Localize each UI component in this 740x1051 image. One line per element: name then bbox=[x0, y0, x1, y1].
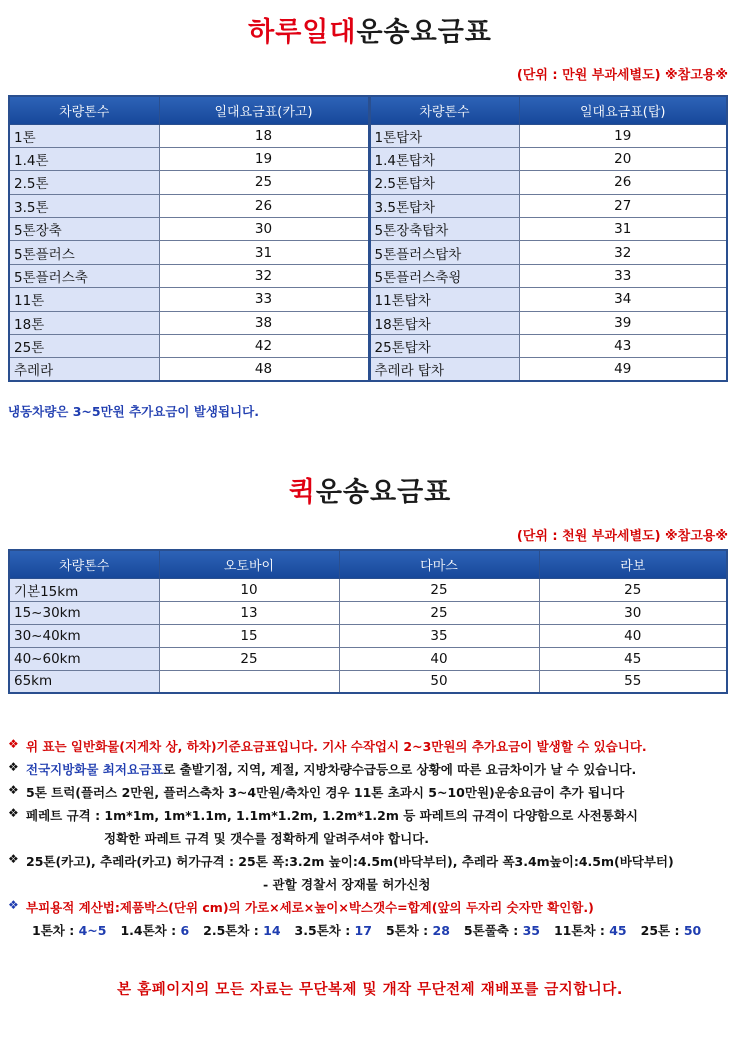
quick-rate-row bbox=[9, 578, 727, 601]
volume-reference-label: 25톤 : bbox=[640, 923, 684, 938]
tonnage-top-cell: 5톤플러스탑차 bbox=[369, 241, 519, 264]
rate-top-cell: 43 bbox=[519, 335, 727, 358]
daily-rate-row bbox=[9, 288, 727, 311]
daily-rate-title-black: 운송요금표 bbox=[356, 17, 492, 48]
distance-cell: 15~30km bbox=[9, 601, 159, 624]
note-text: 부피용적 계산법:제품박스(단위 cm)의 가로×세로×높이×박스갯수=합계(앞의 두자리 숫자만 확인함.) bbox=[26, 900, 594, 915]
labo-cell: 40 bbox=[539, 624, 727, 647]
damas-cell: 25 bbox=[339, 578, 539, 601]
tonnage-cargo-cell: 5톤플러스 bbox=[9, 241, 159, 264]
rate-cargo-cell: 19 bbox=[159, 147, 369, 170]
tonnage-top-cell: 추레라 탑차 bbox=[369, 358, 519, 381]
volume-reference-value: 14 bbox=[263, 923, 281, 938]
volume-reference-value: 35 bbox=[522, 923, 540, 938]
tonnage-cargo-cell: 18톤 bbox=[9, 311, 159, 334]
rate-cargo-cell: 25 bbox=[159, 171, 369, 194]
daily-rate-table bbox=[8, 95, 728, 382]
col-header-rate-cargo: 일대요금표(카고) bbox=[159, 96, 369, 124]
tonnage-top-cell: 2.5톤탑차 bbox=[369, 171, 519, 194]
daily-rate-title bbox=[0, 10, 740, 49]
quick-rate-row bbox=[9, 624, 727, 647]
quick-rate-title bbox=[0, 470, 740, 509]
volume-reference-item bbox=[120, 923, 189, 938]
rate-top-cell: 32 bbox=[519, 241, 727, 264]
daily-rate-header-row bbox=[9, 96, 727, 124]
note-continuation: 정확한 파레트 규격 및 갯수를 정확하게 알려주셔야 합니다. bbox=[104, 831, 430, 846]
damas-cell: 35 bbox=[339, 624, 539, 647]
tonnage-cargo-cell: 2.5톤 bbox=[9, 171, 159, 194]
quick-rate-title-black: 운송요금표 bbox=[315, 477, 452, 508]
tonnage-top-cell: 25톤탑차 bbox=[369, 335, 519, 358]
tonnage-cargo-cell: 1톤 bbox=[9, 124, 159, 147]
rate-top-cell: 26 bbox=[519, 171, 727, 194]
damas-cell: 25 bbox=[339, 601, 539, 624]
rate-top-cell: 19 bbox=[519, 124, 727, 147]
motorbike-cell bbox=[159, 670, 339, 693]
tonnage-cargo-cell: 3.5톤 bbox=[9, 194, 159, 217]
labo-cell: 55 bbox=[539, 670, 727, 693]
tonnage-top-cell: 1톤탑차 bbox=[369, 124, 519, 147]
rate-top-cell: 31 bbox=[519, 218, 727, 241]
tonnage-cargo-cell: 25톤 bbox=[9, 335, 159, 358]
rate-cargo-cell: 32 bbox=[159, 264, 369, 287]
quick-rate-table bbox=[8, 549, 728, 694]
volume-reference-item bbox=[32, 923, 106, 938]
rate-cargo-cell: 18 bbox=[159, 124, 369, 147]
quick-rate-title-red: 퀵 bbox=[288, 477, 316, 508]
note-text: 25톤(카고), 추레라(카고) 허가규격 : 25톤 폭:3.2m 높이:4.5m(바닥부터), 추레라 폭3.4m높이:4.5m(바닥부터) bbox=[26, 854, 674, 869]
col-header-motorbike: 오토바이 bbox=[159, 550, 339, 578]
motorbike-cell: 13 bbox=[159, 601, 339, 624]
daily-rate-row bbox=[9, 311, 727, 334]
volume-reference-value: 4~5 bbox=[78, 923, 107, 938]
daily-rate-row bbox=[9, 194, 727, 217]
col-header-tonnage-top: 차량톤수 bbox=[369, 96, 519, 124]
note-item bbox=[8, 806, 732, 829]
diamond-bullet-icon: ❖ bbox=[8, 806, 19, 820]
note-item bbox=[8, 852, 732, 875]
volume-reference-value: 17 bbox=[354, 923, 372, 938]
diamond-bullet-icon: ❖ bbox=[8, 737, 19, 751]
note-text: 페레트 규격 : 1m*1m, 1m*1.1m, 1.1m*1.2m, 1.2m*1.2m 등 파레트의 규격이 다양함으로 사전통화시 bbox=[26, 808, 638, 823]
copyright-notice: 본 홈페이지의 모든 자료는 무단복제 및 개작 무단전제 재배포를 금지합니다. bbox=[117, 982, 623, 998]
tonnage-top-cell: 18톤탑차 bbox=[369, 311, 519, 334]
damas-cell: 50 bbox=[339, 670, 539, 693]
volume-reference-value: 6 bbox=[180, 923, 190, 938]
rate-top-cell: 27 bbox=[519, 194, 727, 217]
col-header-damas: 다마스 bbox=[339, 550, 539, 578]
note-highlight: 전국지방화물 최저요금표 bbox=[26, 762, 164, 777]
tonnage-cargo-cell: 5톤플러스축 bbox=[9, 264, 159, 287]
col-header-tonnage-cargo: 차량톤수 bbox=[9, 96, 159, 124]
volume-reference-item bbox=[554, 923, 627, 938]
motorbike-cell: 10 bbox=[159, 578, 339, 601]
tonnage-top-cell: 11톤탑차 bbox=[369, 288, 519, 311]
col-header-rate-top: 일대요금표(탑) bbox=[519, 96, 727, 124]
daily-rate-row bbox=[9, 358, 727, 381]
volume-reference-value: 45 bbox=[609, 923, 627, 938]
volume-reference-list bbox=[8, 921, 732, 944]
rate-top-cell: 20 bbox=[519, 147, 727, 170]
distance-cell: 65km bbox=[9, 670, 159, 693]
daily-rate-row bbox=[9, 171, 727, 194]
quick-rate-header-row bbox=[9, 550, 727, 578]
rate-top-cell: 39 bbox=[519, 311, 727, 334]
note-text: 위 표는 일반화물(지게차 상, 하차)기준요금표입니다. 기사 수작업시 2~3만원의 추가요금이 발생할 수 있습니다. bbox=[26, 739, 647, 754]
diamond-bullet-icon: ❖ bbox=[8, 898, 19, 912]
rate-cargo-cell: 48 bbox=[159, 358, 369, 381]
refrigerated-note: 냉동차량은 3~5만원 추가요금이 발생됩니다. bbox=[8, 404, 259, 419]
notes-section bbox=[8, 737, 732, 944]
rate-top-cell: 33 bbox=[519, 264, 727, 287]
rate-cargo-cell: 31 bbox=[159, 241, 369, 264]
volume-reference-label: 1톤차 : bbox=[32, 923, 79, 938]
volume-reference-label: 2.5톤차 : bbox=[203, 923, 264, 938]
rate-cargo-cell: 38 bbox=[159, 311, 369, 334]
col-header-distance: 차량톤수 bbox=[9, 550, 159, 578]
daily-rate-row bbox=[9, 335, 727, 358]
motorbike-cell: 15 bbox=[159, 624, 339, 647]
quick-rate-row bbox=[9, 601, 727, 624]
daily-rate-row bbox=[9, 147, 727, 170]
note-item bbox=[8, 898, 732, 921]
volume-reference-label: 5톤풀축 : bbox=[463, 923, 523, 938]
rate-cargo-cell: 42 bbox=[159, 335, 369, 358]
note-text: 5톤 트럭(플러스 2만원, 플러스축차 3~4만원/축차인 경우 11톤 초과시 5~10만원)운송요금이 추가 됩니다 bbox=[26, 785, 625, 800]
daily-rate-unit: (단위 : 만원 부과세별도) ※참고용※ bbox=[516, 68, 728, 83]
tonnage-top-cell: 5톤플러스축윙 bbox=[369, 264, 519, 287]
tonnage-top-cell: 5톤장축탑차 bbox=[369, 218, 519, 241]
col-header-labo: 라보 bbox=[539, 550, 727, 578]
volume-reference-item bbox=[641, 923, 702, 938]
daily-rate-row bbox=[9, 124, 727, 147]
rate-top-cell: 34 bbox=[519, 288, 727, 311]
diamond-bullet-icon: ❖ bbox=[8, 760, 19, 774]
note-item bbox=[8, 760, 732, 783]
daily-rate-row bbox=[9, 264, 727, 287]
quick-rate-row bbox=[9, 670, 727, 693]
tonnage-cargo-cell: 추레라 bbox=[9, 358, 159, 381]
tonnage-top-cell: 1.4톤탑차 bbox=[369, 147, 519, 170]
tonnage-top-cell: 3.5톤탑차 bbox=[369, 194, 519, 217]
volume-reference-item bbox=[464, 923, 540, 938]
tonnage-cargo-cell: 5톤장축 bbox=[9, 218, 159, 241]
diamond-bullet-icon: ❖ bbox=[8, 783, 19, 797]
rate-top-cell: 49 bbox=[519, 358, 727, 381]
daily-rate-title-red: 하루일대 bbox=[248, 17, 357, 48]
tonnage-cargo-cell: 11톤 bbox=[9, 288, 159, 311]
volume-reference-label: 11톤차 : bbox=[553, 923, 610, 938]
volume-reference-label: 5톤차 : bbox=[385, 923, 433, 938]
rate-cargo-cell: 33 bbox=[159, 288, 369, 311]
quick-rate-unit: (단위 : 천원 부과세별도) ※참고용※ bbox=[516, 529, 728, 544]
rate-cargo-cell: 26 bbox=[159, 194, 369, 217]
daily-rate-row bbox=[9, 218, 727, 241]
volume-reference-item bbox=[386, 923, 450, 938]
volume-reference-item bbox=[203, 923, 280, 938]
note-item bbox=[8, 783, 732, 806]
distance-cell: 기본15km bbox=[9, 578, 159, 601]
tonnage-cargo-cell: 1.4톤 bbox=[9, 147, 159, 170]
quick-rate-row bbox=[9, 647, 727, 670]
volume-reference-label: 3.5톤차 : bbox=[294, 923, 355, 938]
damas-cell: 40 bbox=[339, 647, 539, 670]
labo-cell: 25 bbox=[539, 578, 727, 601]
rate-cargo-cell: 30 bbox=[159, 218, 369, 241]
note-text: 로 출발기점, 지역, 계절, 지방차량수급등으로 상황에 따른 요금차이가 날 수 있습니다. bbox=[163, 762, 637, 777]
volume-reference-label: 1.4톤차 : bbox=[120, 923, 181, 938]
diamond-bullet-icon: ❖ bbox=[8, 852, 19, 866]
distance-cell: 40~60km bbox=[9, 647, 159, 670]
labo-cell: 45 bbox=[539, 647, 727, 670]
distance-cell: 30~40km bbox=[9, 624, 159, 647]
note-continuation: - 관할 경찰서 장재물 허가신청 bbox=[263, 877, 431, 892]
volume-reference-value: 50 bbox=[683, 923, 702, 938]
note-item bbox=[8, 737, 732, 760]
motorbike-cell: 25 bbox=[159, 647, 339, 670]
daily-rate-row bbox=[9, 241, 727, 264]
volume-reference-value: 28 bbox=[432, 923, 450, 938]
labo-cell: 30 bbox=[539, 601, 727, 624]
volume-reference-item bbox=[295, 923, 372, 938]
